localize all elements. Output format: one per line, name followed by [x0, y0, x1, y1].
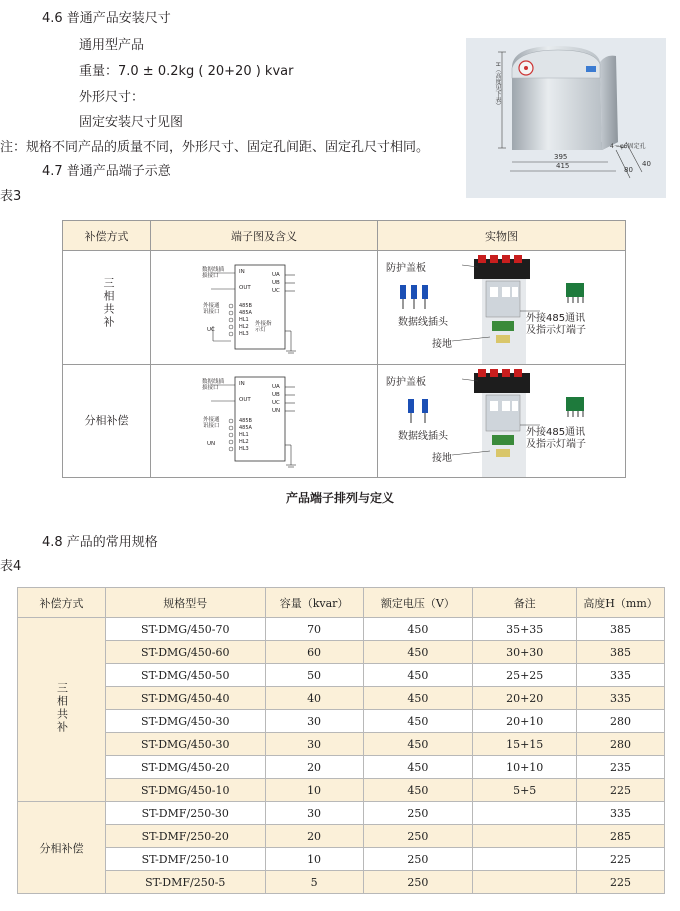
cell-voltage: 450	[363, 641, 473, 664]
cell-model: ST-DMG/450-60	[105, 641, 265, 664]
table-row	[18, 618, 665, 641]
diag1-out: OUT	[239, 285, 251, 291]
diag2-out: OUT	[239, 397, 251, 403]
dimension-label: 外形尺寸：	[79, 90, 145, 105]
cell-remark: 20+10	[473, 710, 577, 733]
table-row	[18, 641, 665, 664]
diag2-in: IN	[239, 381, 245, 387]
photo2-plug-label: 数据线插头	[398, 431, 448, 442]
section-4-7-heading: 4.7 普通产品端子示意	[42, 164, 171, 179]
cell-model: ST-DMG/450-20	[105, 756, 265, 779]
cell-height: 385	[577, 618, 665, 641]
diag2-pins: 485B 485A HL1 HL2 HL3	[239, 418, 252, 452]
table3-col-diagram: 端子图及含义	[231, 230, 297, 243]
col-mode: 补偿方式	[18, 588, 106, 618]
cell-height: 235	[577, 756, 665, 779]
cell-capacity: 20	[265, 756, 363, 779]
cell-voltage: 450	[363, 733, 473, 756]
cell-height: 280	[577, 710, 665, 733]
cell-remark	[473, 871, 577, 894]
cell-remark: 30+30	[473, 641, 577, 664]
cell-model: ST-DMG/450-30	[105, 733, 265, 756]
cell-height: 335	[577, 664, 665, 687]
diag1-data-port: 数据线插 拔接口	[202, 267, 225, 279]
photo1-plug-label: 数据线插头	[398, 317, 448, 328]
cell-model: ST-DMF/250-20	[105, 825, 265, 848]
table3-label: 表3	[0, 189, 22, 204]
cell-remark: 20+20	[473, 687, 577, 710]
diag1-ua: UA	[272, 272, 280, 278]
table-row	[18, 871, 665, 894]
cell-voltage: 450	[363, 710, 473, 733]
cell-remark: 35+35	[473, 618, 577, 641]
cell-voltage: 450	[363, 779, 473, 802]
col-model: 规格型号	[105, 588, 265, 618]
cell-remark: 25+25	[473, 664, 577, 687]
cell-model: ST-DMG/450-40	[105, 687, 265, 710]
cell-height: 335	[577, 802, 665, 825]
section-4-6-heading: 4.6 普通产品安装尺寸	[42, 11, 171, 26]
terminal-diagram-split-phase	[151, 365, 377, 477]
diag1-uc-left: UC	[207, 327, 215, 333]
cell-capacity: 30	[265, 710, 363, 733]
cell-model: ST-DMG/450-50	[105, 664, 265, 687]
photo1-ground-label: 接地	[432, 339, 452, 350]
cell-remark	[473, 848, 577, 871]
section-4-8-heading: 4.8 产品的常用规格	[42, 535, 158, 550]
table-row	[18, 733, 665, 756]
cell-height: 335	[577, 687, 665, 710]
photo2-cover-label: 防护盖板	[386, 377, 426, 388]
diag1-indicator: 外接指 示灯	[255, 321, 272, 333]
table-row	[18, 848, 665, 871]
col-height: 高度H（mm）	[577, 588, 665, 618]
cell-model: ST-DMF/250-5	[105, 871, 265, 894]
photo1-cover-label: 防护盖板	[386, 263, 426, 274]
table3-mode-split-phase: 分相补偿	[84, 414, 129, 427]
terminal-photo-three-phase	[378, 251, 625, 364]
terminal-diagram-three-phase	[151, 251, 377, 364]
cell-model: ST-DMG/450-10	[105, 779, 265, 802]
diag2-un: UN	[272, 408, 281, 414]
cell-capacity: 30	[265, 802, 363, 825]
cell-remark: 5+5	[473, 779, 577, 802]
cell-capacity: 20	[265, 825, 363, 848]
cell-remark: 10+10	[473, 756, 577, 779]
cell-capacity: 5	[265, 871, 363, 894]
diag2-un-left: UN	[207, 441, 216, 447]
table-row	[18, 825, 665, 848]
table3-mode-three-phase: 三相共补	[102, 277, 115, 329]
table-row	[18, 687, 665, 710]
diag1-ext: 外接通 讯接口	[203, 303, 220, 315]
cell-height: 285	[577, 825, 665, 848]
diag2-ub: UB	[272, 392, 280, 398]
diag2-data-port: 数据线插 拔接口	[202, 379, 225, 391]
spec-table-header	[18, 588, 665, 618]
table4-label: 表4	[0, 559, 22, 574]
height-label: H（高度见下表）	[494, 62, 501, 109]
photo1-ext485-label: 外接485通讯 及指示灯端子	[526, 313, 586, 336]
col-capacity: 容量（kvar）	[265, 588, 363, 618]
photo2-ground-label: 接地	[432, 453, 452, 464]
table-row	[18, 710, 665, 733]
diag2-uc: UC	[272, 400, 280, 406]
cell-capacity: 50	[265, 664, 363, 687]
cell-voltage: 250	[363, 825, 473, 848]
cell-model: ST-DMG/450-30	[105, 710, 265, 733]
cell-remark: 15+15	[473, 733, 577, 756]
cell-voltage: 450	[363, 687, 473, 710]
cell-voltage: 250	[363, 848, 473, 871]
cell-height: 225	[577, 779, 665, 802]
photo2-ext485-label: 外接485通讯 及指示灯端子	[526, 427, 586, 450]
table-row	[18, 664, 665, 687]
dim-40: 40	[642, 160, 651, 168]
diag1-in: IN	[239, 269, 245, 275]
cell-model: ST-DMF/250-10	[105, 848, 265, 871]
spec-table	[17, 587, 665, 894]
diag2-ua: UA	[272, 384, 280, 390]
diag1-pins: 485B 485A HL1 HL2 HL3	[239, 303, 252, 337]
dim-395: 395	[554, 153, 568, 161]
table3-col-photo: 实物图	[485, 230, 518, 243]
group-split-phase: 分相补偿	[18, 802, 106, 894]
table3-col-mode: 补偿方式	[84, 230, 129, 243]
cell-voltage: 450	[363, 664, 473, 687]
cell-height: 385	[577, 641, 665, 664]
cell-remark	[473, 802, 577, 825]
cell-capacity: 70	[265, 618, 363, 641]
hole-label: 4－φ6固定孔	[610, 143, 646, 150]
group-three-phase: 三相共补	[18, 618, 106, 802]
cell-capacity: 40	[265, 687, 363, 710]
cell-height: 280	[577, 733, 665, 756]
product-type: 通用型产品	[79, 38, 145, 53]
col-remark: 备注	[473, 588, 577, 618]
terminal-photo-split-phase	[378, 365, 625, 477]
table3-caption: 产品端子排列与定义	[285, 491, 394, 505]
cell-capacity: 60	[265, 641, 363, 664]
cell-voltage: 450	[363, 618, 473, 641]
table-row	[18, 756, 665, 779]
terminal-table	[62, 220, 626, 478]
weight-line: 重量：7.0 ± 0.2kg ( 20+20 ) kvar	[79, 64, 294, 79]
cell-voltage: 250	[363, 871, 473, 894]
cell-capacity: 10	[265, 779, 363, 802]
cell-voltage: 450	[363, 756, 473, 779]
cell-capacity: 10	[265, 848, 363, 871]
table-row	[18, 802, 665, 825]
cell-height: 225	[577, 848, 665, 871]
dim-415: 415	[556, 162, 570, 170]
cell-model: ST-DMF/250-30	[105, 802, 265, 825]
note-line: 注：规格不同产品的质量不同，外形尺寸、固定孔间距、固定孔尺寸相同。	[0, 140, 430, 155]
cell-height: 225	[577, 871, 665, 894]
cell-capacity: 30	[265, 733, 363, 756]
cell-voltage: 250	[363, 802, 473, 825]
diag1-uc: UC	[272, 288, 280, 294]
install-note: 固定安装尺寸见图	[79, 115, 184, 130]
cell-remark	[473, 825, 577, 848]
table-row	[18, 779, 665, 802]
product-photo	[466, 38, 666, 198]
dim-80: 80	[624, 166, 633, 174]
col-voltage: 额定电压（V）	[363, 588, 473, 618]
diag1-ub: UB	[272, 280, 280, 286]
cell-model: ST-DMG/450-70	[105, 618, 265, 641]
diag2-ext: 外接通 讯接口	[203, 417, 220, 429]
